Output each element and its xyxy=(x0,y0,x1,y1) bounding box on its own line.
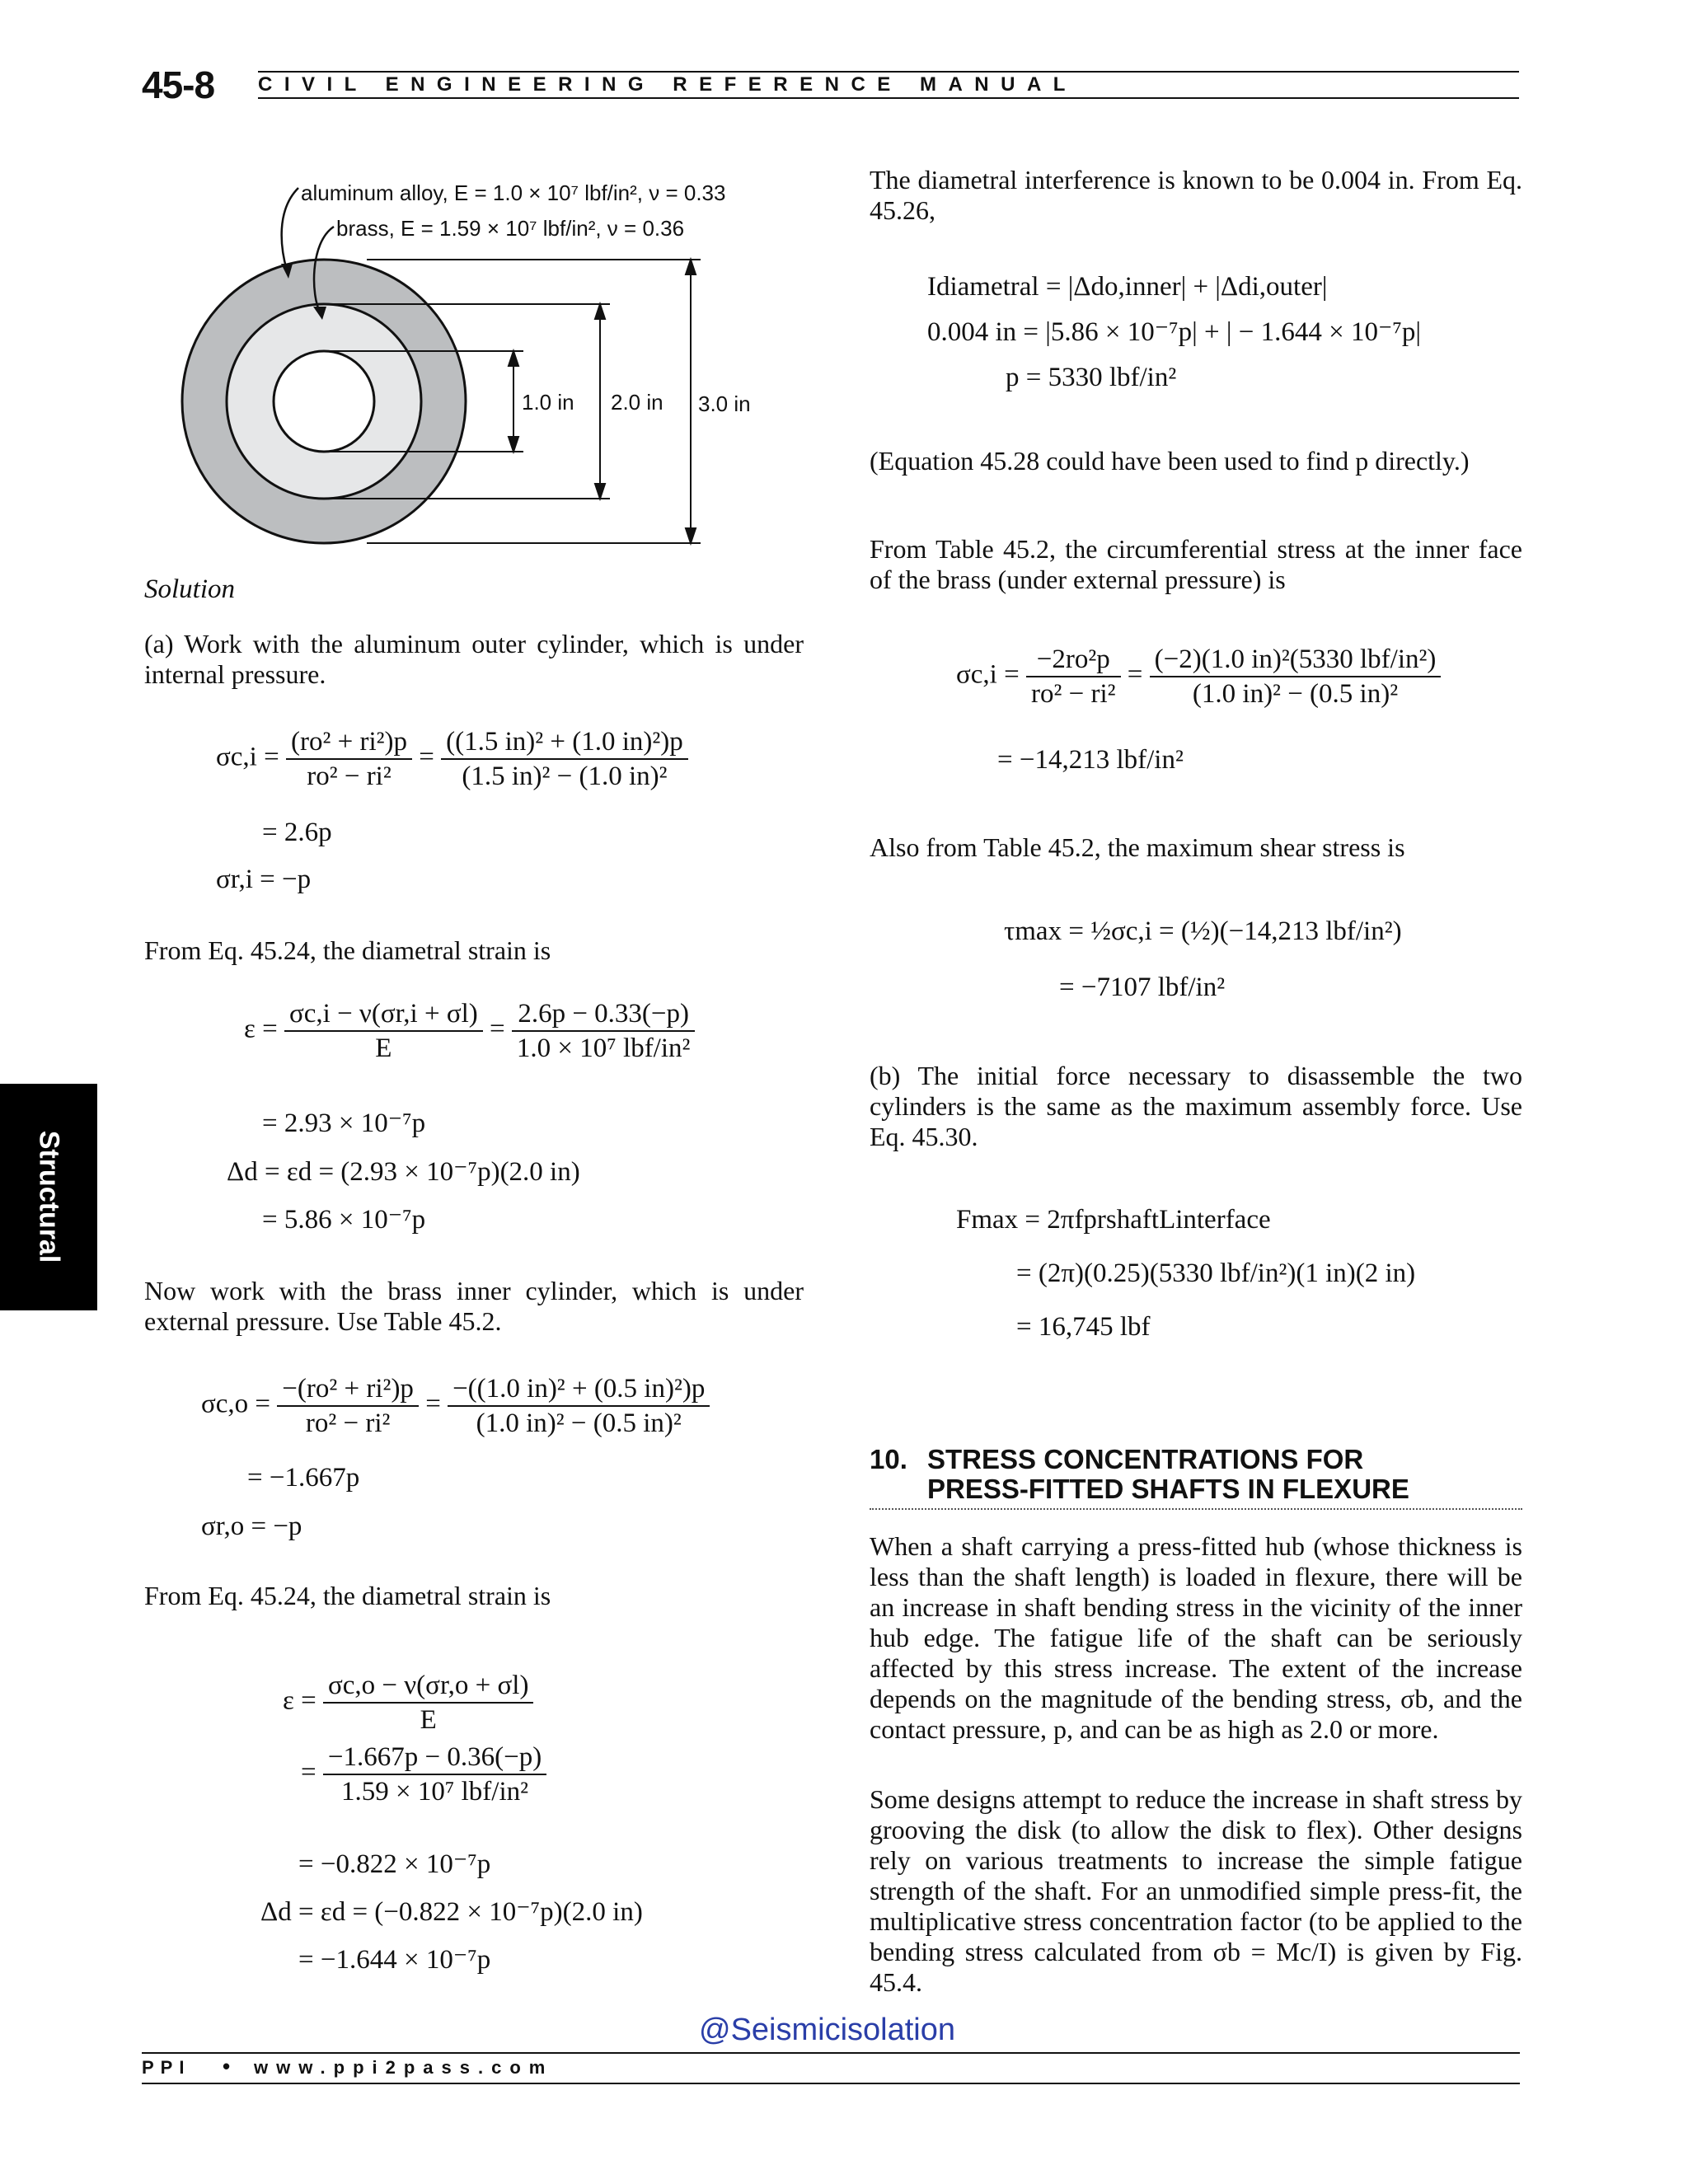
section-number: 10. xyxy=(870,1444,907,1474)
dimension-label-outer: 3.0 in xyxy=(698,391,751,416)
brass-intro-text: Now work with the brass inner cylinder, which is under external pressure. Use Table 45.2. xyxy=(144,1276,804,1336)
eq-pressure-result: p = 5330 lbf/in² xyxy=(1006,363,1177,392)
equation-note: (Equation 45.28 could have been used to find p directly.) xyxy=(870,446,1470,476)
footer-rule-top xyxy=(142,2052,1520,2054)
eq-fraction-symbolic: $\frac{\text{−2ro²p}}{\text{ro² − ri²}}$ xyxy=(1026,643,1121,710)
eq-sigma-co-brass: σc,o = $\frac{\text{−(ro² + ri²)p}}{\text{ro² − ri²}}$ = $\frac{\text{−((1.0 in)² + (0.5 in)²)p}}{\text{(1.0 in)² − (0.5 in)²}}$ xyxy=(201,1372,710,1440)
strain-intro-2: From Eq. 45.24, the diametral strain is xyxy=(144,1581,551,1610)
eq-fraction-numeric: $\frac{\text{−((1.0 in)² + (0.5 in)²)p}}{\text{(1.0 in)² − (0.5 in)²}}$ xyxy=(448,1372,710,1440)
eq-delta-d-brass: Δd = εd = (−0.822 × 10⁻⁷p)(2.0 in) xyxy=(260,1897,643,1927)
eq-strain-aluminum: ε = $\frac{\sigma c,i - \nu(\sigma r,i + \sigma l)}{E}$ = $\frac{2.6p - 0.33(-p)}{\text{1.0 × 10⁷ lbf/in²}}$ xyxy=(244,997,695,1065)
section-title-line-2: PRESS-FITTED SHAFTS IN FLEXURE xyxy=(927,1474,1409,1504)
eq-interference-values: 0.004 in = |5.86 × 10⁻⁷p| + | − 1.644 × 10⁻⁷p| xyxy=(927,317,1421,347)
eq-interference-definition: Idiametral = |Δdo,inner| + |Δdi,outer| xyxy=(927,272,1328,302)
eq-fraction-symbolic: $\frac{\sigma c,i - \nu(\sigma r,i + \sigma l)}{E}$ xyxy=(284,997,483,1065)
eq-fraction-symbolic: $\frac{\text{−(ro² + ri²)p}}{\text{ro² − ri²}}$ xyxy=(277,1372,419,1440)
header-rule-top xyxy=(258,71,1519,73)
watermark: @Seismicisolation xyxy=(699,2013,956,2047)
eq-fraction-symbolic: $\frac{\text{(ro² + ri²)p}}{\text{ro² − ri²}}$ xyxy=(286,725,412,793)
page-number: 45-8 xyxy=(142,63,215,106)
footer-publisher: PPI xyxy=(142,2057,191,2078)
footer-url: www.ppi2pass.com xyxy=(254,2057,554,2078)
section-dotted-rule xyxy=(870,1508,1522,1510)
eq-fraction-numeric: $\frac{\text{(−2)(1.0 in)²(5330 lbf/in²)}}{\text{(1.0 in)² − (0.5 in)²}}$ xyxy=(1150,643,1442,710)
circumferential-intro: From Table 45.2, the circumferential stress at the inner face of the brass (under external pressure) is xyxy=(870,534,1522,594)
eq-result-1667p: = −1.667p xyxy=(247,1463,360,1493)
strain-intro-1: From Eq. 45.24, the diametral strain is xyxy=(144,935,551,965)
eq-circumferential-result: = −14,213 lbf/in² xyxy=(997,745,1184,775)
eq-strain-brass-numeric: = $\frac{-1.667p - 0.36(-p)}{\text{1.59 × 10⁷ lbf/in²}}$ xyxy=(301,1741,546,1808)
bore-hole xyxy=(274,351,374,452)
eq-delta-d-result: = 5.86 × 10⁻⁷p xyxy=(262,1205,426,1235)
eq-sigma-ri: σr,i = −p xyxy=(216,865,312,894)
eq-max-shear: τmax = ½σc,i = (½)(−14,213 lbf/in²) xyxy=(1004,916,1402,946)
eq-fraction-numeric: $\frac{2.6p - 0.33(-p)}{\text{1.0 × 10⁷ lbf/in²}}$ xyxy=(512,997,696,1065)
header-rule-bottom xyxy=(258,97,1519,99)
eq-circumferential-stress: σc,i = $\frac{\text{−2ro²p}}{\text{ro² − ri²}}$ = $\frac{\text{(−2)(1.0 in)²(5330 lbf/in²)}}{\text{(1.0 in)² − (0.5 in)²}}$ xyxy=(956,643,1441,710)
paragraph-stress-concentration: When a shaft carrying a press-fitted hub (whose thickness is less than the shaft length) is loaded in flexure, there will be an increase in shaft bending stress in the vicinity of the inner hub edge. The fatigue life of the shaft can be seriously affected by this stress increase. The extent of the increase depends on the magnitude of the bending stress, σb, and the contact pressure, p, and can be as high as 2.0 or more. xyxy=(870,1531,1522,1744)
eq-strain-result: = 2.93 × 10⁻⁷p xyxy=(262,1108,426,1138)
side-tab-label: Structural xyxy=(33,1130,65,1263)
eq-lhs: σc,i = xyxy=(216,742,279,772)
brass-label: brass, E = 1.59 × 10⁷ lbf/in², ν = 0.36 xyxy=(336,216,685,241)
dimension-label-middle: 2.0 in xyxy=(611,390,663,415)
footer-bullet: • xyxy=(223,2054,231,2079)
section-title-line-1: STRESS CONCENTRATIONS FOR xyxy=(927,1444,1364,1474)
eq-strain-brass-result: = −0.822 × 10⁻⁷p xyxy=(298,1849,491,1879)
footer-rule-bottom xyxy=(142,2083,1520,2084)
dimension-label-inner: 1.0 in xyxy=(522,390,574,415)
part-a-text: (a) Work with the aluminum outer cylinder, which is under internal pressure. xyxy=(144,629,804,689)
running-title: CIVIL ENGINEERING REFERENCE MANUAL xyxy=(258,73,1077,96)
eq-result-2-6p: = 2.6p xyxy=(262,818,332,847)
interference-intro: The diametral interference is known to be 0.004 in. From Eq. 45.26, xyxy=(870,165,1522,225)
section-side-tab xyxy=(0,1084,97,1310)
eq-delta-d-brass-result: = −1.644 × 10⁻⁷p xyxy=(298,1945,491,1975)
eq-delta-d-aluminum: Δd = εd = (2.93 × 10⁻⁷p)(2.0 in) xyxy=(227,1157,580,1187)
part-b-text: (b) The initial force necessary to disassemble the two cylinders is the same as the maximum assembly force. Use Eq. 45.30. xyxy=(870,1061,1522,1151)
eq-max-force: Fmax = 2πfprshaftLinterface xyxy=(956,1205,1271,1235)
eq-max-shear-result: = −7107 lbf/in² xyxy=(1059,972,1226,1002)
eq-max-force-result: = 16,745 lbf xyxy=(1016,1312,1151,1342)
paragraph-design-treatments: Some designs attempt to reduce the increase in shaft stress by grooving the disk (to allow the disk to flex). Other designs rely on various treatments to increase the simple fatigue strength of the shaft. For an unmodified simple press-fit, the multiplicative stress concentration factor (to be applied to the bending stress calculated from σb = Mc/I) is given by Fig. 45.4. xyxy=(870,1784,1522,1997)
shear-intro: Also from Table 45.2, the maximum shear stress is xyxy=(870,832,1405,862)
aluminum-label: aluminum alloy, E = 1.0 × 10⁷ lbf/in², ν = 0.33 xyxy=(301,180,726,205)
eq-strain-brass-symbolic: ε = $\frac{\sigma c,o - \nu(\sigma r,o + \sigma l)}{E}$ xyxy=(283,1669,533,1736)
eq-sigma-ci-aluminum: σc,i = $\frac{\text{(ro² + ri²)p}}{\text{ro² − ri²}}$ = $\frac{\text{((1.5 in)² + (1.0 in)²)p}}{\text{(1.5 in)² − (1.0 in)²}}$ xyxy=(216,725,688,793)
solution-heading: Solution xyxy=(144,574,236,604)
eq-sigma-ro: σr,o = −p xyxy=(201,1511,302,1541)
eq-fraction-numeric: $\frac{\text{((1.5 in)² + (1.0 in)²)p}}{\text{(1.5 in)² − (1.0 in)²}}$ xyxy=(441,725,688,793)
eq-max-force-values: = (2π)(0.25)(5330 lbf/in²)(1 in)(2 in) xyxy=(1016,1258,1416,1288)
